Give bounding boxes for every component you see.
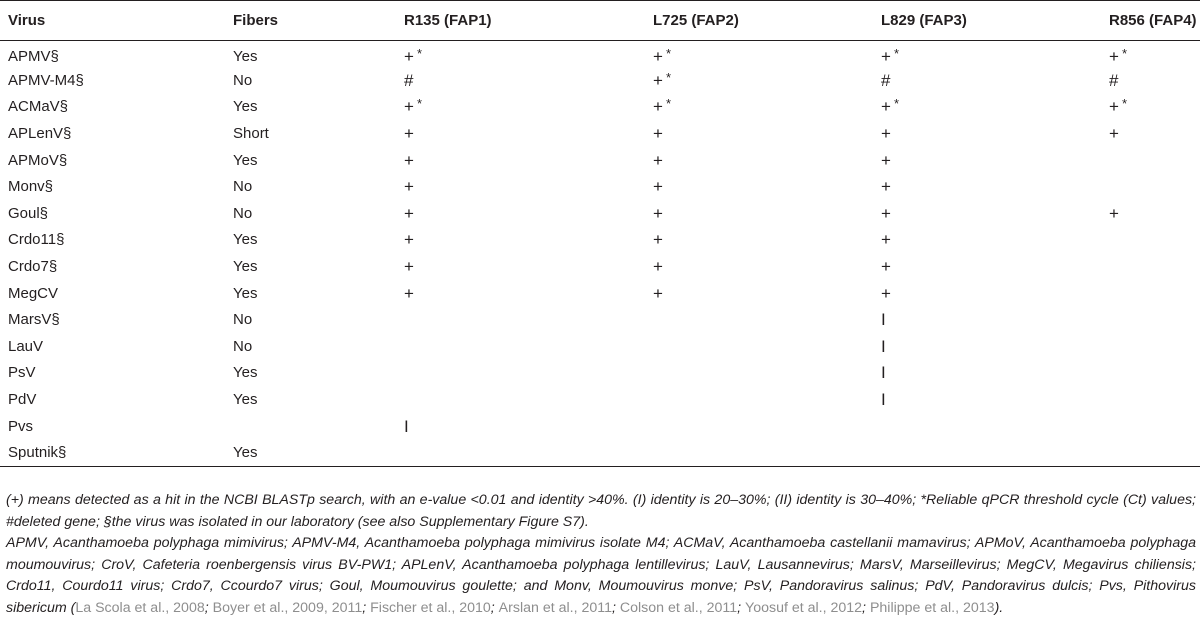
- table-row: [0, 386, 1200, 413]
- table-row: [0, 120, 1200, 147]
- reference-link[interactable]: Boyer et al., 2009, 2011: [212, 599, 363, 616]
- cell-r856: [1101, 386, 1200, 413]
- cell-l725: [645, 386, 873, 413]
- cell-r135-symbol: +: [404, 124, 414, 144]
- cell-r135: [396, 253, 645, 280]
- cell-virus: APMV-M4§: [8, 71, 84, 89]
- cell-r135-reliable-mark: *: [416, 45, 422, 61]
- cell-virus: MegCV: [8, 284, 59, 302]
- cell-r856: [1101, 200, 1200, 227]
- cell-l725: [645, 173, 873, 200]
- cell-virus: Goul§: [8, 204, 49, 222]
- table-row: [0, 200, 1200, 227]
- cell-l725: [645, 360, 873, 387]
- cell-l725: [645, 333, 873, 360]
- cell-r135: [396, 306, 645, 333]
- cell-l829-symbol: +: [881, 283, 891, 303]
- header-fibers: Fibers: [225, 1, 396, 41]
- cell-r135: [396, 41, 645, 68]
- cell-l725: [645, 280, 873, 307]
- reference-list: [75, 600, 994, 616]
- cell-l829-symbol: I: [881, 310, 886, 330]
- cell-fibers: Yes: [233, 258, 258, 276]
- footnote-abbreviations: [6, 533, 1196, 619]
- reference-link[interactable]: Arslan et al., 2011: [498, 599, 612, 616]
- cell-fibers: Yes: [233, 98, 258, 116]
- cell-l829: [873, 200, 1101, 227]
- cell-l829: [873, 306, 1101, 333]
- header-l725: L725 (FAP2): [645, 1, 873, 41]
- cell-r856: [1101, 147, 1200, 174]
- reference-link[interactable]: Colson et al., 2011: [619, 599, 738, 616]
- cell-r135-symbol: +: [404, 230, 414, 250]
- cell-r135: [396, 386, 645, 413]
- footnote-legend: (+) means detected as a hit in the NCBI BLASTp search, with an e-value <0.01 and identity >40%. (I) identity is 20–30%; (II) identity is 30–40%; *Reliable qPCR threshold cycle (Ct) values; #deleted gene; §the virus was isolated in our laboratory (see also Supplementary Figure S7).: [6, 492, 1196, 530]
- cell-r856-reliable-mark: *: [1121, 45, 1127, 61]
- cell-l829-symbol: +: [881, 177, 891, 197]
- table-row: [0, 333, 1200, 360]
- cell-l725-symbol: +: [653, 177, 663, 197]
- cell-r856: [1101, 360, 1200, 387]
- cell-l725: [645, 200, 873, 227]
- cell-r856-symbol: +: [1109, 97, 1119, 117]
- cell-virus: ACMaV§: [8, 98, 69, 116]
- cell-r856: [1101, 413, 1200, 440]
- cell-l829-reliable-mark: *: [893, 96, 899, 112]
- cell-r135: [396, 413, 645, 440]
- reference-separator: ;: [490, 599, 499, 616]
- table-header: [0, 1, 1200, 41]
- table-row: [0, 439, 1200, 466]
- cell-virus: APMoV§: [8, 151, 68, 169]
- cell-l725: [645, 67, 873, 94]
- table-row: [0, 41, 1200, 68]
- cell-fibers: Yes: [233, 231, 258, 249]
- cell-fibers: [225, 413, 396, 440]
- cell-l829: [873, 333, 1101, 360]
- cell-r135: [396, 120, 645, 147]
- cell-r135-symbol: +: [404, 46, 414, 66]
- cell-l829-symbol: +: [881, 203, 891, 223]
- cell-fibers: No: [233, 337, 253, 355]
- cell-r135-symbol: +: [404, 177, 414, 197]
- cell-r135: [396, 227, 645, 254]
- reference-separator: ;: [611, 599, 620, 616]
- cell-fibers: Yes: [233, 364, 258, 382]
- cell-l829: [873, 360, 1101, 387]
- cell-r135: [396, 333, 645, 360]
- cell-l725: [645, 94, 873, 121]
- header-r135: R135 (FAP1): [396, 1, 645, 41]
- cell-l829-reliable-mark: *: [893, 45, 899, 61]
- cell-virus: PdV: [8, 391, 37, 409]
- cell-r135-reliable-mark: *: [416, 96, 422, 112]
- cell-l725-symbol: +: [653, 203, 663, 223]
- cell-r135-symbol: +: [404, 97, 414, 117]
- header-l829: L829 (FAP3): [873, 1, 1101, 41]
- cell-fibers: Yes: [233, 151, 258, 169]
- table-row: [0, 227, 1200, 254]
- cell-virus: APMV§: [8, 47, 59, 65]
- cell-r135: [396, 439, 645, 466]
- cell-l725-symbol: +: [653, 97, 663, 117]
- cell-l725-symbol: +: [653, 230, 663, 250]
- cell-fibers: No: [233, 311, 253, 329]
- cell-l829-symbol: I: [881, 390, 886, 410]
- cell-l725-reliable-mark: *: [665, 45, 671, 61]
- cell-l829: [873, 67, 1101, 94]
- cell-l829: [873, 227, 1101, 254]
- cell-l829-symbol: +: [881, 46, 891, 66]
- cell-l725: [645, 227, 873, 254]
- cell-virus: Monv§: [8, 178, 54, 196]
- cell-l725-symbol: +: [653, 46, 663, 66]
- cell-l725: [645, 413, 873, 440]
- cell-l829: [873, 41, 1101, 68]
- cell-l829-symbol: +: [881, 124, 891, 144]
- table-footnotes: [6, 490, 1196, 620]
- table-row: [0, 173, 1200, 200]
- cell-r135: [396, 173, 645, 200]
- cell-r856: [1101, 439, 1200, 466]
- cell-l725-symbol: +: [653, 150, 663, 170]
- cell-r856-reliable-mark: *: [1121, 96, 1127, 112]
- reference-separator: ;: [737, 599, 746, 616]
- reference-link[interactable]: Yoosuf et al., 2012: [745, 599, 863, 616]
- reference-link[interactable]: Fischer et al., 2010: [370, 599, 491, 616]
- cell-l725: [645, 147, 873, 174]
- cell-l725: [645, 306, 873, 333]
- cell-r135-symbol: +: [404, 203, 414, 223]
- cell-l829: [873, 439, 1101, 466]
- table-row: [0, 306, 1200, 333]
- cell-fibers: No: [233, 71, 253, 89]
- cell-r135: [396, 67, 645, 94]
- table-body: [0, 41, 1200, 467]
- header-virus: Virus: [0, 1, 225, 41]
- cell-r856: [1101, 227, 1200, 254]
- cell-r135: [396, 360, 645, 387]
- footnote-end: ).: [994, 599, 1004, 616]
- cell-l829: [873, 386, 1101, 413]
- table-row: [0, 280, 1200, 307]
- cell-virus: Pvs: [8, 417, 34, 435]
- cell-r135: [396, 200, 645, 227]
- cell-l829-symbol: #: [881, 70, 891, 90]
- cell-l829: [873, 173, 1101, 200]
- cell-l829: [873, 147, 1101, 174]
- cell-virus: Crdo7§: [8, 258, 58, 276]
- cell-virus: Crdo11§: [8, 231, 65, 249]
- table-row: [0, 94, 1200, 121]
- reference-separator: ;: [362, 599, 371, 616]
- cell-l725-reliable-mark: *: [665, 69, 671, 85]
- cell-fibers: Short: [233, 125, 269, 143]
- cell-r135: [396, 147, 645, 174]
- cell-l725-symbol: +: [653, 257, 663, 277]
- cell-l725-reliable-mark: *: [665, 96, 671, 112]
- cell-fibers: No: [233, 204, 253, 222]
- cell-l725: [645, 120, 873, 147]
- reference-separator: ;: [204, 599, 213, 616]
- cell-l725-symbol: +: [653, 283, 663, 303]
- cell-l829: [873, 280, 1101, 307]
- cell-r135-symbol: +: [404, 283, 414, 303]
- cell-r135-symbol: +: [404, 257, 414, 277]
- cell-l725-symbol: +: [653, 124, 663, 144]
- cell-r135-symbol: I: [404, 416, 409, 436]
- cell-l725: [645, 41, 873, 68]
- cell-fibers: Yes: [233, 284, 258, 302]
- cell-l829-symbol: +: [881, 257, 891, 277]
- cell-fibers: Yes: [233, 47, 258, 65]
- cell-l829-symbol: +: [881, 150, 891, 170]
- table-row: [0, 147, 1200, 174]
- table-row: [0, 413, 1200, 440]
- cell-virus: MarsV§: [8, 311, 60, 329]
- cell-virus: APLenV§: [8, 125, 72, 143]
- cell-virus: PsV: [8, 364, 36, 382]
- cell-r856: [1101, 333, 1200, 360]
- cell-r135-symbol: +: [404, 150, 414, 170]
- cell-virus: Sputnik§: [0, 439, 225, 466]
- cell-r135-symbol: #: [404, 70, 414, 90]
- cell-r856: [1101, 67, 1200, 94]
- cell-r856: [1101, 120, 1200, 147]
- reference-link[interactable]: La Scola et al., 2008: [75, 599, 205, 616]
- cell-r856: [1101, 41, 1200, 68]
- cell-r856: [1101, 94, 1200, 121]
- table-row: [0, 253, 1200, 280]
- cell-l829-symbol: +: [881, 97, 891, 117]
- cell-fibers: Yes: [225, 439, 396, 466]
- cell-r856: [1101, 253, 1200, 280]
- cell-fibers: Yes: [233, 391, 258, 409]
- cell-fibers: No: [233, 178, 253, 196]
- header-r856: R856 (FAP4): [1101, 1, 1200, 41]
- cell-virus: LauV: [8, 337, 44, 355]
- cell-l829: [873, 253, 1101, 280]
- cell-l829-symbol: I: [881, 363, 886, 383]
- cell-l829-symbol: +: [881, 230, 891, 250]
- table-row: [0, 67, 1200, 94]
- cell-l829-symbol: I: [881, 336, 886, 356]
- cell-l829: [873, 120, 1101, 147]
- cell-l725-symbol: +: [653, 70, 663, 90]
- cell-r856: [1101, 280, 1200, 307]
- cell-l829: [873, 413, 1101, 440]
- cell-l829: [873, 94, 1101, 121]
- cell-l725: [645, 439, 873, 466]
- cell-l725: [645, 253, 873, 280]
- cell-r856-symbol: +: [1109, 203, 1119, 223]
- cell-r856: [1101, 173, 1200, 200]
- cell-r856-symbol: +: [1109, 124, 1119, 144]
- table-row: [0, 360, 1200, 387]
- cell-r856-symbol: +: [1109, 46, 1119, 66]
- cell-r135: [396, 280, 645, 307]
- reference-separator: ;: [862, 599, 870, 616]
- reference-link[interactable]: Philippe et al., 2013: [869, 599, 995, 616]
- cell-r856-symbol: #: [1109, 70, 1119, 90]
- cell-r135: [396, 94, 645, 121]
- cell-r856: [1101, 306, 1200, 333]
- footnote-abbreviations-text: APMV, Acanthamoeba polyphaga mimivirus; APMV-M4, Acanthamoeba polyphaga mimivirus isolate M4; ACMaV, Acanthamoeba castellanii mamavirus; APMoV, Acanthamoeba polyphaga moumouvirus; CroV, Cafeteria roenbergensis virus BV-PW1; APLenV, Acanthamoeba polyphaga lentillevirus; LauV, Lausannevirus; MarsV, Marseillevirus; MegCV, Megavirus chiliensis; Crdo11, Courdo11 virus; Crdo7, Ccourdo7 virus; Goul, Moumouvirus goulette; and Monv, Moumouvirus monve; PsV, Pandoravirus salinus; PdV, Pandoravirus dulcis; Pvs, Pithovirus sibericum (: [6, 535, 1196, 616]
